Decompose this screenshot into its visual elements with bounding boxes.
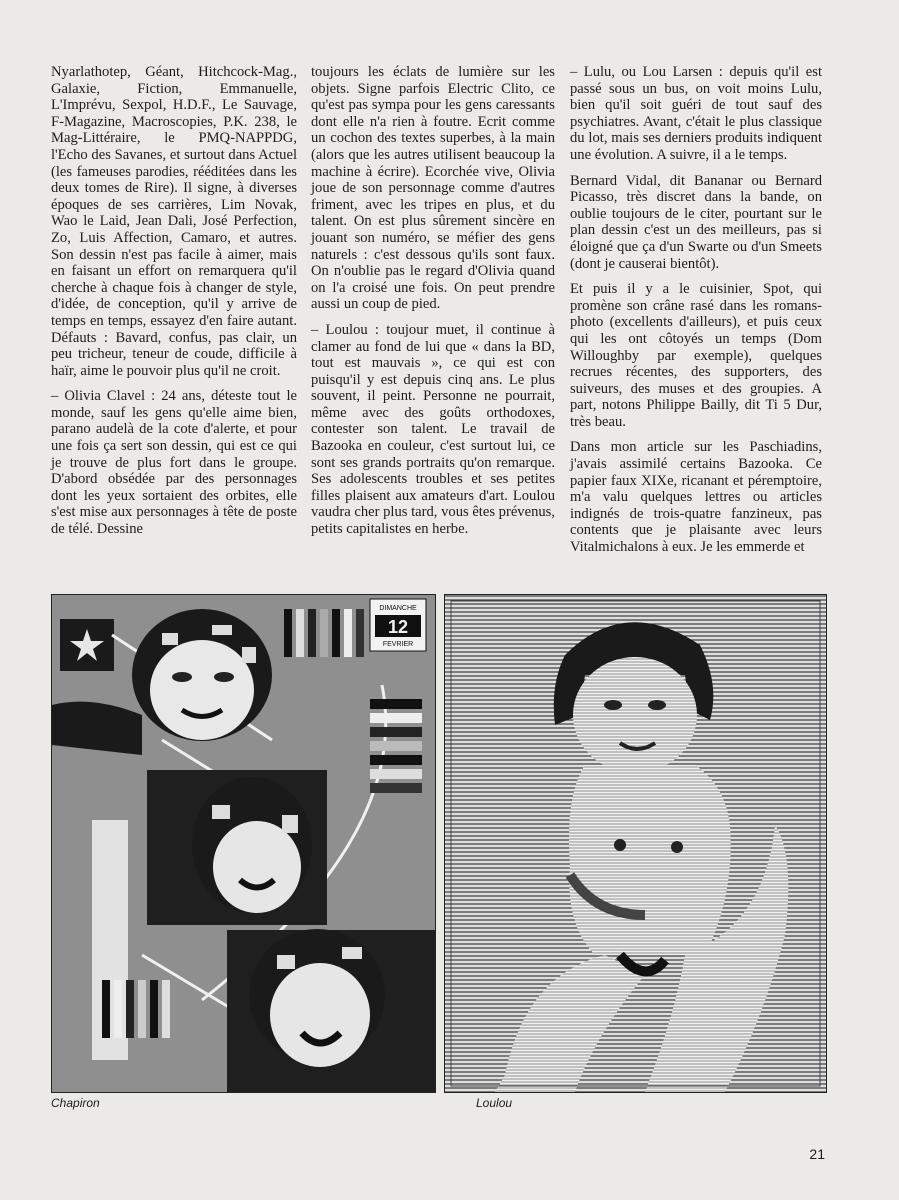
text-column-2 — [311, 64, 555, 547]
loulou-artwork — [445, 595, 826, 1092]
paragraph: – Loulou : toujour muet, il continue à clamer au fond de lui que « dans la BD, tout est mauvais », ce qui est con puisqu'il y est depuis cinq ans. Le plus souvent, il peint. Personne ne pourrait, même avec des goûts orthodoxes, contester son talent. Le travail de Bazooka en couleur, c'est surtout lui, ce sont ses grands portraits qu'on remarque. Ses adolescents troubles et ses petites filles plaisent aux amateurs d'art. Loulou vaudra cher plus tard, vous êtes prévenus, petits capitalistes en herbe. — [311, 321, 555, 538]
loulou-illustration — [444, 594, 827, 1093]
text-column-1 — [51, 64, 297, 547]
page-number: 21 — [809, 1146, 825, 1162]
paragraph: – Olivia Clavel : 24 ans, déteste tout le monde, sauf les gens qu'elle aime bien, parano audelà de la cote d'alerte, et pour une fois ça sert son dessin, qui est ce qui je trouve de plus fort dans le groupe. D'abord obsédée par des personnages dont les yeux sortaient des orbites, elle s'est mise aux personnages à tête de poste de télé. Dessine — [51, 388, 297, 538]
text-column-3 — [570, 64, 822, 565]
date-number-label: 12 — [387, 617, 409, 637]
chapiron-artwork — [52, 595, 435, 1092]
paragraph: Et puis il y a le cuisinier, Spot, qui promène son crâne rasé dans les romans-photo (excellents d'ailleurs), et puis ceux qui les ont côtoyés un temps (Dom Willoughby par exemple), quelques recrues récentes, des supporters, des suiveurs, des muses et des groupies. A part, notons Philippe Bailly, dit Ti 5 Dur, très beau. — [570, 281, 822, 430]
date-month-label: FEVRIER — [382, 641, 414, 648]
chapiron-illustration — [51, 594, 436, 1093]
caption-chapiron: Chapiron — [51, 1096, 100, 1110]
paragraph: Nyarlathotep, Géant, Hitchcock-Mag., Galaxie, Fiction, Emmanuelle, L'Imprévu, Sexpol, H.D.F., Le Sauvage, F-Magazine, Macroscopies, P.K. 238, le Mag-Littéraire, le PMQ-NAPPDG, l'Echo des Savanes, et surtout dans Actuel (les fameuses parodies, rééditées dans les deux tomes de Rire). Il signe, à diverses époques de ses carrières, Lim Novak, Wao le Laid, Jean Dali, José Perfection, Zo, Luis Affection, Camaro, et autres. Son dessin n'est pas facile à aimer, mais en faisant un effort on remarquera qu'il cherche à chaque fois à changer de style, d'idée, de conception, qu'il y arrive de temps en temps, essayez d'en faire autant. Défauts : Bavard, confus, pas clair, un peu tricheur, teneur de coude, difficile à haïr, aime le pouvoir plus qu'il ne croit. — [51, 64, 297, 379]
caption-loulou: Loulou — [476, 1096, 513, 1110]
date-day-label: DIMANCHE — [379, 605, 417, 612]
paragraph: toujours les éclats de lumière sur les objets. Signe parfois Electric Clito, ce qu'est pas sympa pour les gens caressants dont elle n'a rien à foutre. Ecrit comme un cochon des textes superbes, à la main (alors que les autres utilisent beaucoup la machine à écrire). Ecorchée vive, Olivia joue de son personnage comme d'autres friment, avec les tripes en plus, et du talent. On est plus sûrement sincère en jouant son numéro, se méfier des gens naturels : c'est dessous qu'ils sont faux. On n'oublie pas le regard d'Olivia quand on l'a croisé une fois. On peut prendre aussi un coup de pied. — [311, 64, 555, 313]
paragraph: – Lulu, ou Lou Larsen : depuis qu'il est passé sous un bus, on voit moins Lulu, bien qu'il soit guéri de tout sauf des psychiatres. Avant, c'était le plus classique du lot, mais ses derniers produits indiquent une évolution. A suivre, il a le temps. — [570, 64, 822, 163]
paragraph: Dans mon article sur les Paschiadins, j'avais assimilé certains Bazooka. Ce papier faux XIXe, ricanant et péremptoire, m'a valu quelques lettres ou articles indignés de trois-quatre fanzineux, pas contents que je plaisante avec leurs Vitalmichalons à eux. Je les emmerde et — [570, 439, 822, 556]
paragraph: Bernard Vidal, dit Bananar ou Bernard Picasso, très discret dans la bande, on oublie toujours de le citer, pourtant sur le plan dessin c'est un des meilleurs, pas si éloigné que ça d'un Swarte ou d'un Smeets (dont je causerai bientôt). — [570, 172, 822, 272]
